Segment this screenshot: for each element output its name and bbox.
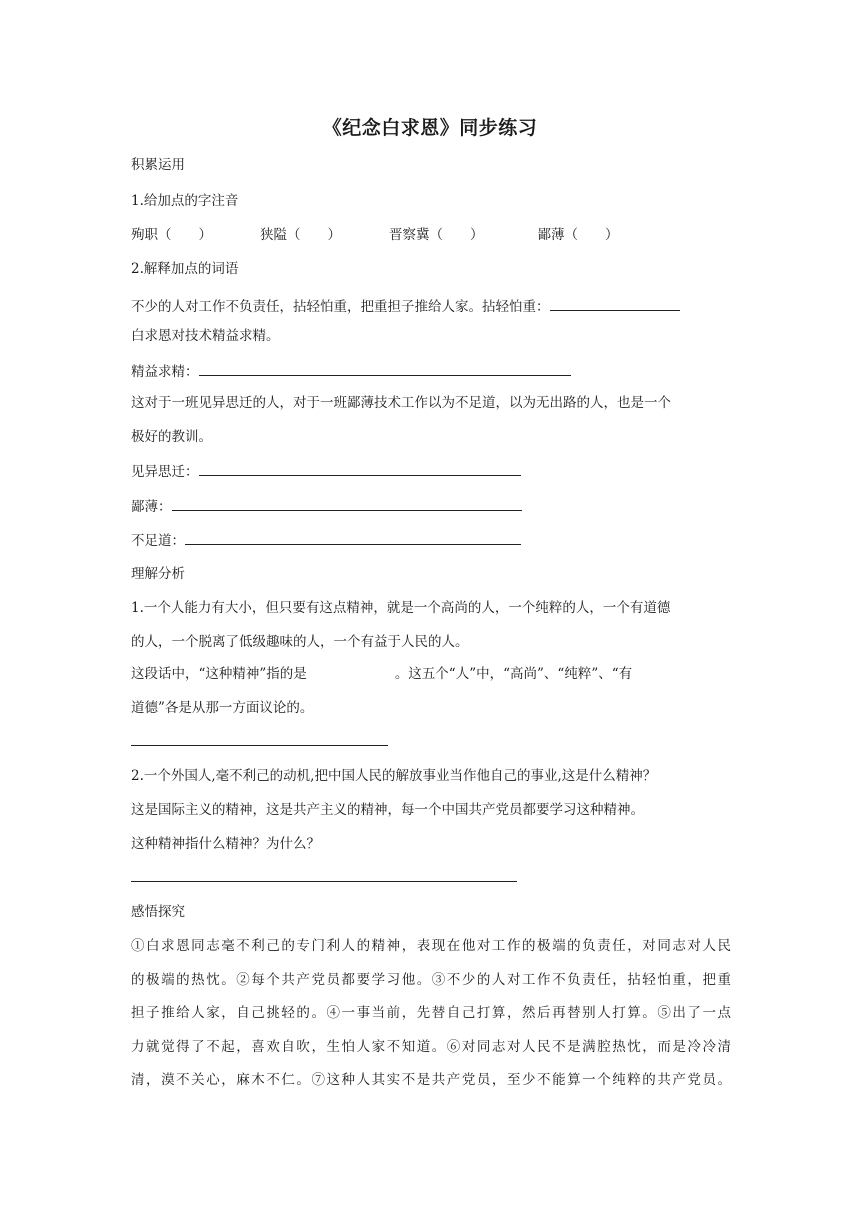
analysis-q1-line3 xyxy=(131,664,731,684)
answer-blank[interactable] xyxy=(199,361,571,376)
answer-blank[interactable] xyxy=(199,461,521,476)
term-jianyisiqian xyxy=(131,461,731,482)
term-label: 精益求精： xyxy=(131,364,199,380)
pinyin-item-2: 狭隘（ ） xyxy=(260,227,341,243)
sentence-1 xyxy=(131,296,731,317)
pinyin-item-3: 晋察冀（ ） xyxy=(389,227,484,243)
pinyin-item-1: 殉职（ ） xyxy=(131,227,212,243)
pinyin-items xyxy=(131,225,731,245)
passage-line-4: 力就觉得了不起，喜欢自吹，生怕人家不知道。⑥对同志对人民不是满腔热忱，而是冷冷清 xyxy=(131,1039,731,1055)
term-label: 鄙薄： xyxy=(131,499,172,515)
section-heading-explore: 感悟探究 xyxy=(131,904,185,920)
term-bibao xyxy=(131,496,731,517)
analysis-q2-line2: 这是国际主义的精神，这是共产主义的精神，每一个中国共产党员都要学习这种精神。 xyxy=(131,802,644,818)
answer-line[interactable] xyxy=(131,881,517,882)
term-label: 见异思迁： xyxy=(131,464,199,480)
analysis-q2-line1: 2.一个外国人,毫不利己的动机,把中国人民的解放事业当作他自己的事业,这是什么精神？ xyxy=(131,768,657,784)
answer-blank[interactable] xyxy=(172,496,522,511)
answer-line[interactable] xyxy=(131,745,388,746)
question-2-label: 2.解释加点的词语 xyxy=(131,261,239,277)
analysis-q1-text-a: 这段话中，“这种精神”指的是 xyxy=(131,666,307,682)
sentence-1-text: 不少的人对工作不负责任，拈轻怕重，把重担子推给人家。拈轻怕重： xyxy=(131,299,550,315)
page-title: 《纪念白求恩》同步练习 xyxy=(322,117,538,139)
term-jingyiqiujing xyxy=(131,361,731,382)
term-label: 不足道： xyxy=(131,533,185,549)
analysis-q1-line2: 的人，一个脱离了低级趣味的人，一个有益于人民的人。 xyxy=(131,634,469,650)
answer-blank[interactable] xyxy=(185,530,521,545)
sentence-3b: 极好的教训。 xyxy=(131,429,212,445)
analysis-q1-line1: 1.一个人能力有大小，但只要有这点精神，就是一个高尚的人，一个纯粹的人，一个有道德 xyxy=(131,600,671,616)
passage-line-3: 担子推给人家，自己挑轻的。④一事当前，先替自己打算，然后再替别人打算。⑤出了一点 xyxy=(131,1005,731,1021)
term-buzudao xyxy=(131,530,731,551)
analysis-q1-line4: 道德”各是从那一方面议论的。 xyxy=(131,700,314,716)
passage-line-1: ①白求恩同志毫不利己的专门利人的精神，表现在他对工作的极端的负责任，对同志对人民 xyxy=(131,938,731,954)
question-1-label: 1.给加点的字注音 xyxy=(131,193,239,209)
answer-blank[interactable] xyxy=(550,296,680,311)
section-heading-analysis: 理解分析 xyxy=(131,566,185,582)
section-heading-accumulate: 积累运用 xyxy=(131,157,185,173)
analysis-q2-line3: 这种精神指什么精神？为什么？ xyxy=(131,836,320,852)
pinyin-item-4: 鄙薄（ ） xyxy=(537,227,619,243)
passage-line-5: 清，漠不关心，麻木不仁。⑦这种人其实不是共产党员，至少不能算一个纯粹的共产党员。 xyxy=(131,1072,731,1088)
sentence-3a: 这对于一班见异思迁的人，对于一班鄙薄技术工作以为不足道，以为无出路的人，也是一个 xyxy=(131,395,671,411)
analysis-q1-text-b: 。这五个“人”中，“高尚”、“纯粹”、“有 xyxy=(394,666,633,682)
passage-line-2: 的极端的热忱。②每个共产党员都要学习他。③不少的人对工作不负责任，拈轻怕重，把重 xyxy=(131,972,731,988)
sentence-2: 白求恩对技术精益求精。 xyxy=(131,328,280,344)
